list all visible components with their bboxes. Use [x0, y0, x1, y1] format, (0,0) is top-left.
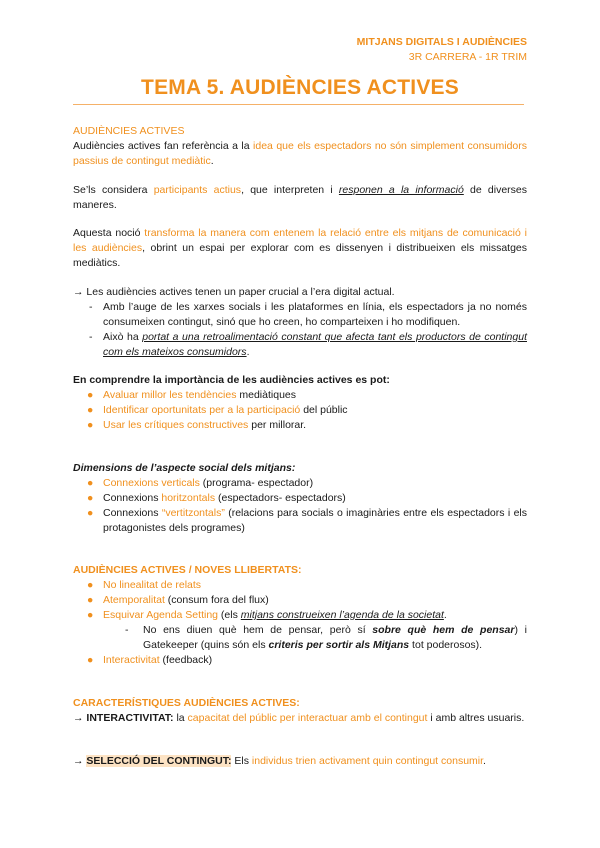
- text: Els: [231, 755, 252, 767]
- highlight-text: Avaluar millor les tendències: [103, 389, 237, 401]
- highlight-text: “vertitzontals”: [161, 507, 225, 519]
- text: (relacions para socials o imaginàries entre els espectadors i els protagonistes dels programes): [103, 507, 528, 534]
- underlined-text: responen a la informació: [338, 184, 464, 196]
- highlight-text: capacitat del públic per interactuar amb el contingut: [187, 712, 428, 724]
- dash-list: [73, 300, 527, 360]
- text: .: [210, 155, 214, 167]
- text: Se’ls considera: [73, 184, 154, 196]
- bullet-icon: ●: [87, 609, 94, 621]
- highlight-text: horitzontals: [161, 492, 216, 504]
- header-course: MITJANS DIGITALS I AUDIÈNCIES: [356, 36, 527, 48]
- page-title: TEMA 5. AUDIÈNCIES ACTIVES: [141, 76, 459, 99]
- bullet-icon: ●: [87, 507, 94, 519]
- list-item: [73, 388, 527, 403]
- feature-interactivitat: [73, 711, 527, 726]
- text: mediàtiques: [236, 389, 297, 401]
- emphasis-text: criteris per sortir als Mitjans: [268, 639, 410, 651]
- text: (feedback): [159, 654, 213, 666]
- arrow-paragraph: [73, 285, 527, 360]
- feature-label: INTERACTIVITAT:: [86, 712, 174, 724]
- section-heading: AUDIÈNCIES ACTIVES / NOVES LLIBERTATS:: [73, 564, 302, 576]
- section-caracteristiques: [73, 696, 527, 726]
- text: ) i Gatekeeper (quins són els: [143, 624, 527, 651]
- highlight-text: Usar les crítiques constructives: [103, 419, 249, 431]
- bullet-icon: ●: [87, 419, 94, 431]
- highlight-text: individus trien activament quin contingut consumir: [251, 755, 484, 767]
- highlight-text: Connexions verticals: [103, 477, 200, 489]
- text: (els: [218, 609, 241, 621]
- list-item: [73, 476, 527, 491]
- text: tot poderosos).: [409, 639, 483, 651]
- text: Audiències actives fan referència a la: [73, 140, 254, 152]
- text: la: [173, 712, 188, 724]
- text: , obrint un espai per explorar com es dissenyen i distribueixen els missatges mediàtics.: [73, 242, 528, 269]
- bullet-icon: ●: [87, 579, 94, 591]
- dash-marker: -: [89, 301, 93, 313]
- section-heading: Dimensions de l’aspecte social dels mitjans:: [73, 462, 296, 474]
- highlight-text: Atemporalitat: [103, 594, 165, 606]
- feature-label: SELECCIÓ DEL CONTINGUT:: [86, 755, 232, 767]
- sub-list: [103, 623, 527, 653]
- section-heading: CARACTERÍSTIQUES AUDIÈNCIES ACTIVES:: [73, 697, 300, 709]
- arrow-icon: →: [73, 755, 87, 767]
- text: (programa- espectador): [199, 477, 314, 489]
- text: No ens diuen què hem de pensar, però sí: [143, 624, 373, 636]
- section-heading: AUDIÈNCIES ACTIVES: [73, 125, 185, 137]
- underlined-text: portat a una retroalimentació constant que afecta tant els productors de contingut com els mateixos consumidors: [103, 331, 527, 358]
- text: (consum fora del flux): [164, 594, 269, 606]
- paragraph: [73, 139, 527, 169]
- bullet-icon: ●: [87, 477, 94, 489]
- feature-seleccio: [73, 754, 527, 769]
- text: Connexions: [103, 507, 162, 519]
- list-item: [73, 300, 527, 330]
- text: i amb altres usuaris.: [427, 712, 525, 724]
- dash-marker: -: [89, 331, 93, 343]
- list-item: [73, 330, 527, 360]
- list-item: [73, 506, 527, 536]
- text: Aquesta noció: [73, 227, 145, 239]
- paragraph: [73, 226, 527, 271]
- highlight-text: transforma la manera com entenem la relació entre els mitjans de comunicació i les audiències: [73, 227, 527, 254]
- text: per millorar.: [248, 419, 307, 431]
- list-item: [73, 593, 527, 608]
- emphasis-text: sobre què hem de pensar: [372, 624, 515, 636]
- header-term: 3R CARRERA - 1R TRIM: [408, 51, 527, 63]
- section-audiencies-actives: [73, 124, 527, 169]
- text: .: [246, 346, 250, 358]
- list-item: [73, 418, 527, 433]
- text: Amb l’auge de les xarxes socials i les plataformes en línia, els espectadors ja no només consumeixen contingut, sinó que ho creen, ho comparteixen i ho modifiquen.: [103, 301, 527, 328]
- list-item: [73, 491, 527, 506]
- bullet-icon: ●: [87, 492, 94, 504]
- list-item: [73, 578, 527, 593]
- list-item: [73, 403, 527, 418]
- text: , que interpreten i: [241, 184, 339, 196]
- text: .: [443, 609, 447, 621]
- arrow-icon: →: [73, 712, 87, 724]
- text: de diverses maneres.: [73, 184, 528, 211]
- text: Connexions: [103, 492, 162, 504]
- highlight-text: Identificar oportunitats per a la participació: [103, 404, 301, 416]
- highlight-text: No linealitat de relats: [103, 579, 202, 591]
- underlined-text: mitjans construeixen l’agenda de la societat: [240, 609, 444, 621]
- paragraph: [73, 183, 527, 213]
- text: .: [483, 755, 486, 767]
- highlight-text: Interactivitat: [103, 654, 160, 666]
- bullet-icon: ●: [87, 654, 94, 666]
- section-importancia: [73, 373, 527, 433]
- section-noves-llibertats: [73, 563, 527, 668]
- bullet-list: [73, 578, 527, 668]
- highlight-text: participants actius: [153, 184, 242, 196]
- bullet-icon: ●: [87, 594, 94, 606]
- bullet-list: [73, 388, 527, 433]
- sub-list-item: [103, 623, 527, 653]
- dash-marker: -: [125, 624, 129, 636]
- highlight-text: Esquivar Agenda Setting: [103, 609, 218, 621]
- list-item: [73, 653, 527, 668]
- bullet-icon: ●: [87, 389, 94, 401]
- arrow-line: → Les audiències actives tenen un paper crucial a l’era digital actual.: [73, 286, 395, 298]
- bullet-list: [73, 476, 527, 536]
- bullet-icon: ●: [87, 404, 94, 416]
- text: del públic: [300, 404, 348, 416]
- title-divider: [73, 104, 524, 105]
- section-heading: En comprendre la importància de les audiències actives es pot:: [73, 374, 390, 386]
- text: (espectadors- espectadors): [215, 492, 346, 504]
- list-item: [73, 608, 527, 653]
- highlight-text: idea que els espectadors no són simplement consumidors passius de contingut mediàtic: [73, 140, 527, 167]
- text: Això ha: [103, 331, 143, 343]
- section-dimensions: [73, 461, 527, 536]
